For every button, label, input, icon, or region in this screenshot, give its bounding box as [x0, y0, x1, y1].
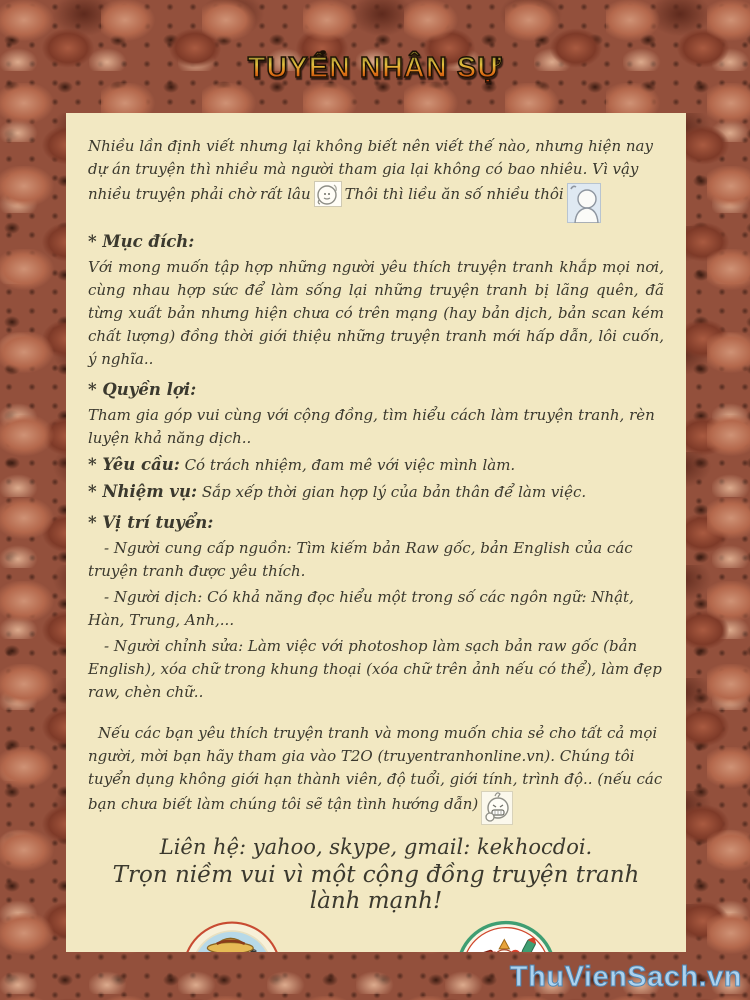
section-heading-muc-dich: * Mục đích: — [88, 232, 195, 251]
closing-text: Nếu các bạn yêu thích truyện tranh và mong muốn chia sẻ cho tất cả mọi người, mời bạn hãy tham gia vào T2O (truyentranhonline.vn). Chúng tôi tuyển dụng không giới hạn thành viên, độ tuổi, giới tính, trình độ.. (nếu các bạn chưa biết làm chúng tôi sẽ tận tình hướng dẫn) — [88, 724, 663, 813]
content-panel — [66, 113, 686, 972]
muc-dich-paragraph: Với mong muốn tập hợp những người yêu thích truyện tranh khắp mọi nơi, cùng nhau hợp sức để làm sống lại những truyện tranh bị lãng quên, đã từng xuất bản nhưng hiện chưa có trên mạng (hay bản dịch, bản scan kém chất lượng) đồng thời giới thiệu những truyện tranh mới hấp dẫn, lôi cuốn, ý nghĩa.. — [88, 258, 664, 368]
intro-text-1: Nhiều lần định viết nhưng lại không biết nên viết thế nào, nhưng hiện nay dự án truyện thì nhiều mà người tham gia lại không có bao nhiêu. Vì vậy nhiều truyện phải chờ rất lâu — [88, 137, 653, 203]
logo-truyentranh-online-right — [405, 920, 621, 972]
quyen-loi-paragraph: Tham gia góp vui cùng với cộng đồng, tìm hiểu cách làm truyện tranh, rèn luyện khả năng dịch.. — [88, 406, 655, 447]
sweat-smile-emoticon-icon — [314, 181, 342, 207]
luffy-cat-emblem-icon — [181, 920, 283, 952]
section-heading-quyen-loi: * Quyền lợi: — [88, 380, 197, 399]
yeu-cau-line — [88, 453, 664, 477]
nhiem-vu-label: * Nhiệm vụ: — [88, 482, 198, 501]
contact-line: Liên hệ: yahoo, skype, gmail: kekhocdoi. — [159, 835, 593, 859]
vi-tri-item-nguon: - Người cung cấp nguồn: Tìm kiếm bản Raw gốc, bản English của các truyện tranh được yêu thích. — [88, 539, 633, 580]
closing-paragraph — [88, 722, 664, 825]
slogan-line: Trọn niềm vui vì một cộng đồng truyện tranh lành mạnh! — [112, 862, 640, 914]
yeu-cau-label: * Yêu cầu: — [88, 455, 180, 474]
watermark-thuviensach: ThuVienSach.vn — [509, 961, 742, 993]
logo-truyentranh-online-left — [131, 920, 347, 952]
yeu-cau-text: Có trách nhiệm, đam mê với việc mình làm. — [184, 456, 516, 474]
intro-paragraph — [88, 135, 664, 223]
vi-tri-item-dich: - Người dịch: Có khả năng đọc hiểu một trong số các ngôn ngữ: Nhật, Hàn, Trung, Anh,... — [88, 588, 634, 629]
turned-away-emoticon-icon — [567, 183, 601, 223]
logos-row — [88, 920, 664, 972]
vi-tri-item-chinh-sua: - Người chỉnh sửa: Làm việc với photoshop làm sạch bản raw gốc (bản English), xóa chữ trong khung thoại (xóa chữ trên ảnh nếu có thể), làm đẹp raw, chèn chữ.. — [88, 637, 662, 701]
section-heading-vi-tri: * Vị trí tuyển: — [88, 513, 214, 532]
page-title: TUYỂN NHÂN SỰ — [0, 52, 750, 85]
intro-text-2: Thôi thì liều ăn số nhiều thôi — [344, 185, 564, 203]
nhiem-vu-text: Sắp xếp thời gian hợp lý của bản thân để làm việc. — [201, 483, 587, 501]
laughing-emoticon-icon — [481, 791, 513, 825]
nhiem-vu-line — [88, 480, 664, 504]
toybox-clown-emblem-icon: BC — [455, 920, 557, 952]
